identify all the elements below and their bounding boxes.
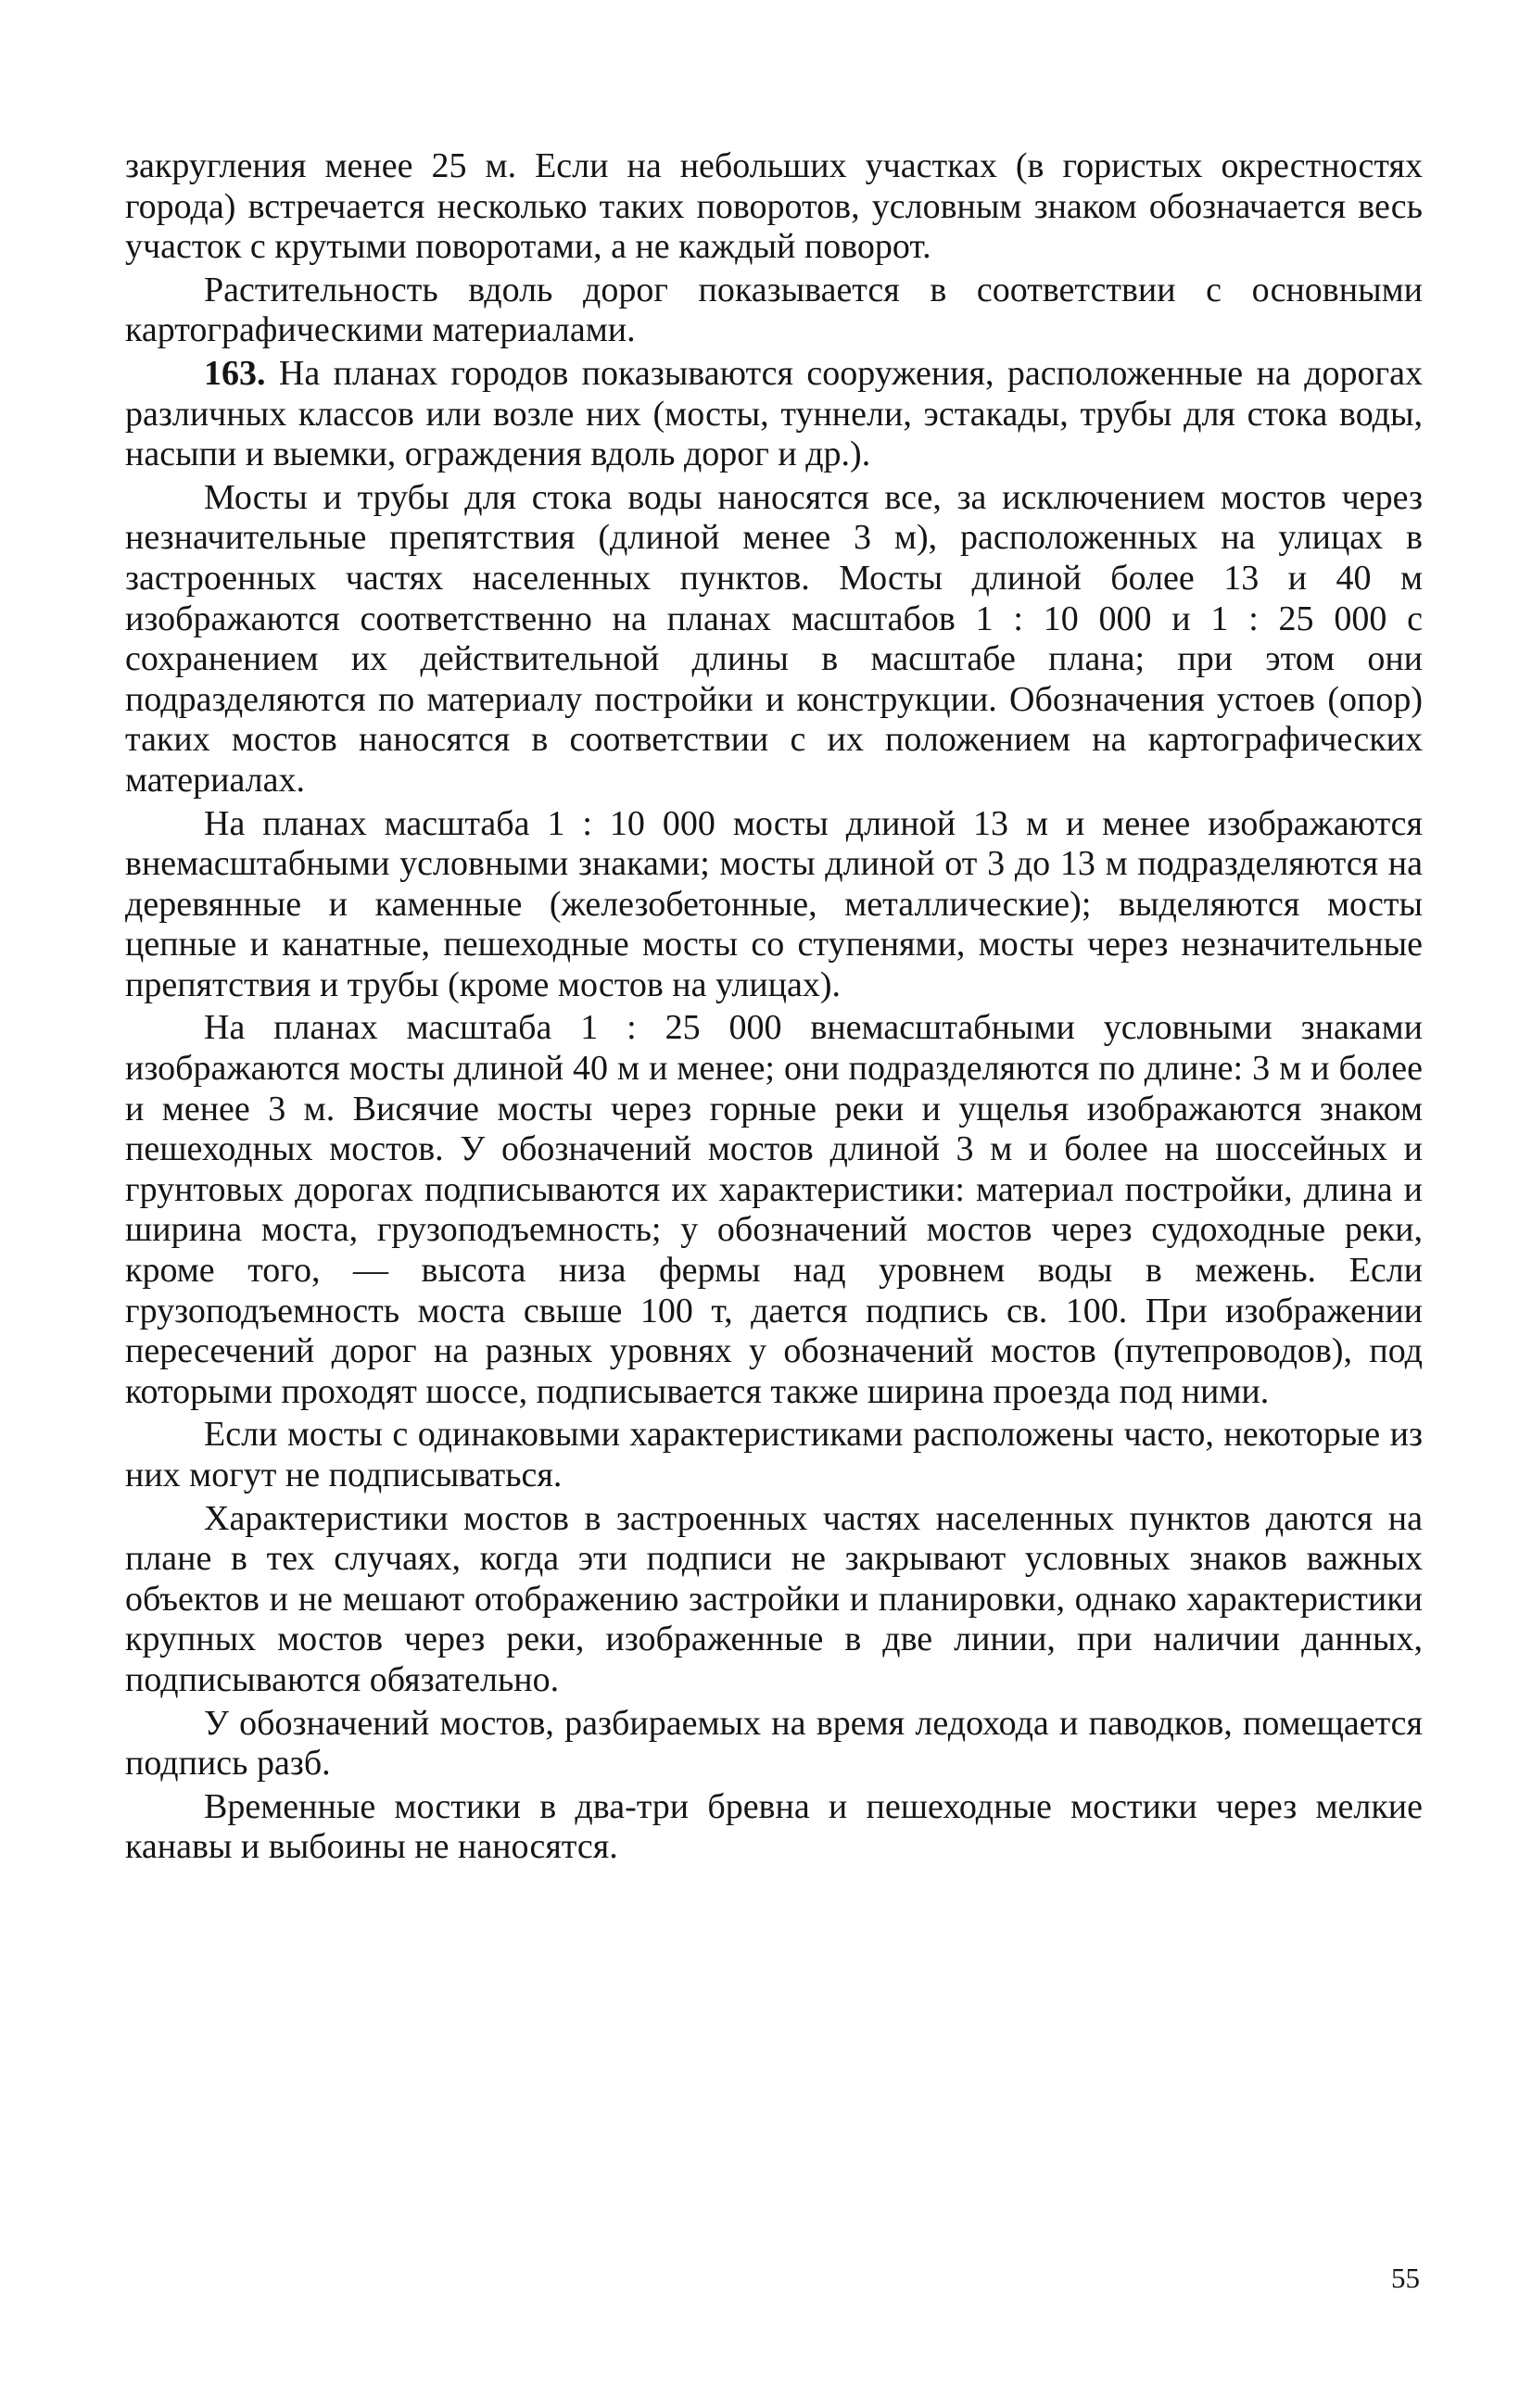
paragraph-6 (125, 1008, 1423, 1412)
paragraph-text: Характеристики мостов в застроенных частях населенных пунктов даются на плане в тех случаях, когда эти подписи не закрывают условных знаков важных объектов и не мешают отображению застройки и планировки, однако характеристики крупных мостов через реки, изображенные в две линии, при наличии данных, подписываются обязательно. (125, 1498, 1423, 1699)
paragraph-text: Если мосты с одинаковыми характеристиками расположены часто, некоторые из них могут не подписываться. (125, 1415, 1423, 1494)
paragraph-text: Растительность вдоль дорог показывается в соответствии с основными картографическими материалами. (125, 270, 1423, 350)
paragraph-text: Мосты и трубы для стока воды наносятся все, за исключением мостов через незначительные препятствия (длиной менее 3 м), расположенных на улицах в застроенных частях населенных пунктов. Мосты длиной более 13 и 40 м изображаются соответственно на планах масштабов 1 : 10 000 и 1 : 25 000 с сохранением их действительной длины в масштабе плана; при этом они подразделяются по материалу постройки и конструкции. Обозначения устоев (опор) таких мостов наносятся в соответствии с их положением на картографических материалах. (125, 477, 1423, 800)
paragraph-5 (125, 804, 1423, 1006)
paragraph-10 (125, 1787, 1423, 1868)
paragraph-text: У обозначений мостов, разбираемых на время ледохода и паводков, помещается подпись разб. (125, 1703, 1423, 1784)
page-number: 55 (1391, 2262, 1420, 2294)
paragraph-text: На планах масштаба 1 : 25 000 внемасштабными условными знаками изображаются мосты длиной 40 м и менее; они подразделяются по длине: 3 м и более и менее 3 м. Висячие мосты через горные реки и ущелья изображаются знаком пешеходных мостов. У обозначений мостов длиной 3 м и более на шоссейных и грунтовых дорогах подписываются их характеристики: материал постройки, длина и ширина моста, грузоподъемность; у обозначений мостов через судоходные реки, кроме того, — высота низа фермы над уровнем воды в межень. Если грузоподъемность моста свыше 100 т, дается подпись св. 100. При изображении пересечений дорог на разных уровнях у обозначений мостов (путепроводов), под которыми проходят шоссе, подписывается также ширина проезда под ними. (125, 1008, 1423, 1411)
paragraph-3 (125, 354, 1423, 475)
paragraph-2 (125, 271, 1423, 351)
paragraph-1 (125, 146, 1423, 268)
paragraph-4 (125, 478, 1423, 801)
page-body (125, 146, 1423, 1871)
paragraph-7 (125, 1415, 1423, 1495)
paragraph-text: закругления менее 25 м. Если на небольших участках (в гористых окрестностях города) встречается несколько таких поворотов, условным знаком обозначается весь участок с крутыми поворотами, а не каждый поворот. (125, 146, 1423, 267)
section-number: 163. (204, 353, 266, 393)
paragraph-8 (125, 1499, 1423, 1701)
paragraph-text: На планах масштаба 1 : 10 000 мосты длиной 13 м и менее изображаются внемасштабными условными знаками; мосты длиной от 3 до 13 м подразделяются на деревянные и каменные (железобетонные, металлические); выделяются мосты цепные и канатные, пешеходные мосты со ступенями, мосты через незначительные препятствия и трубы (кроме мостов на улицах). (125, 803, 1423, 1004)
paragraph-text: Временные мостики в два-три бревна и пешеходные мостики через мелкие канавы и выбоины не наносятся. (125, 1786, 1423, 1867)
paragraph-text: На планах городов показываются сооружения, расположенные на дорогах различных классов или возле них (мосты, туннели, эстакады, трубы для стока воды, насыпи и выемки, ограждения вдоль дорог и др.). (125, 353, 1423, 474)
paragraph-9 (125, 1704, 1423, 1784)
